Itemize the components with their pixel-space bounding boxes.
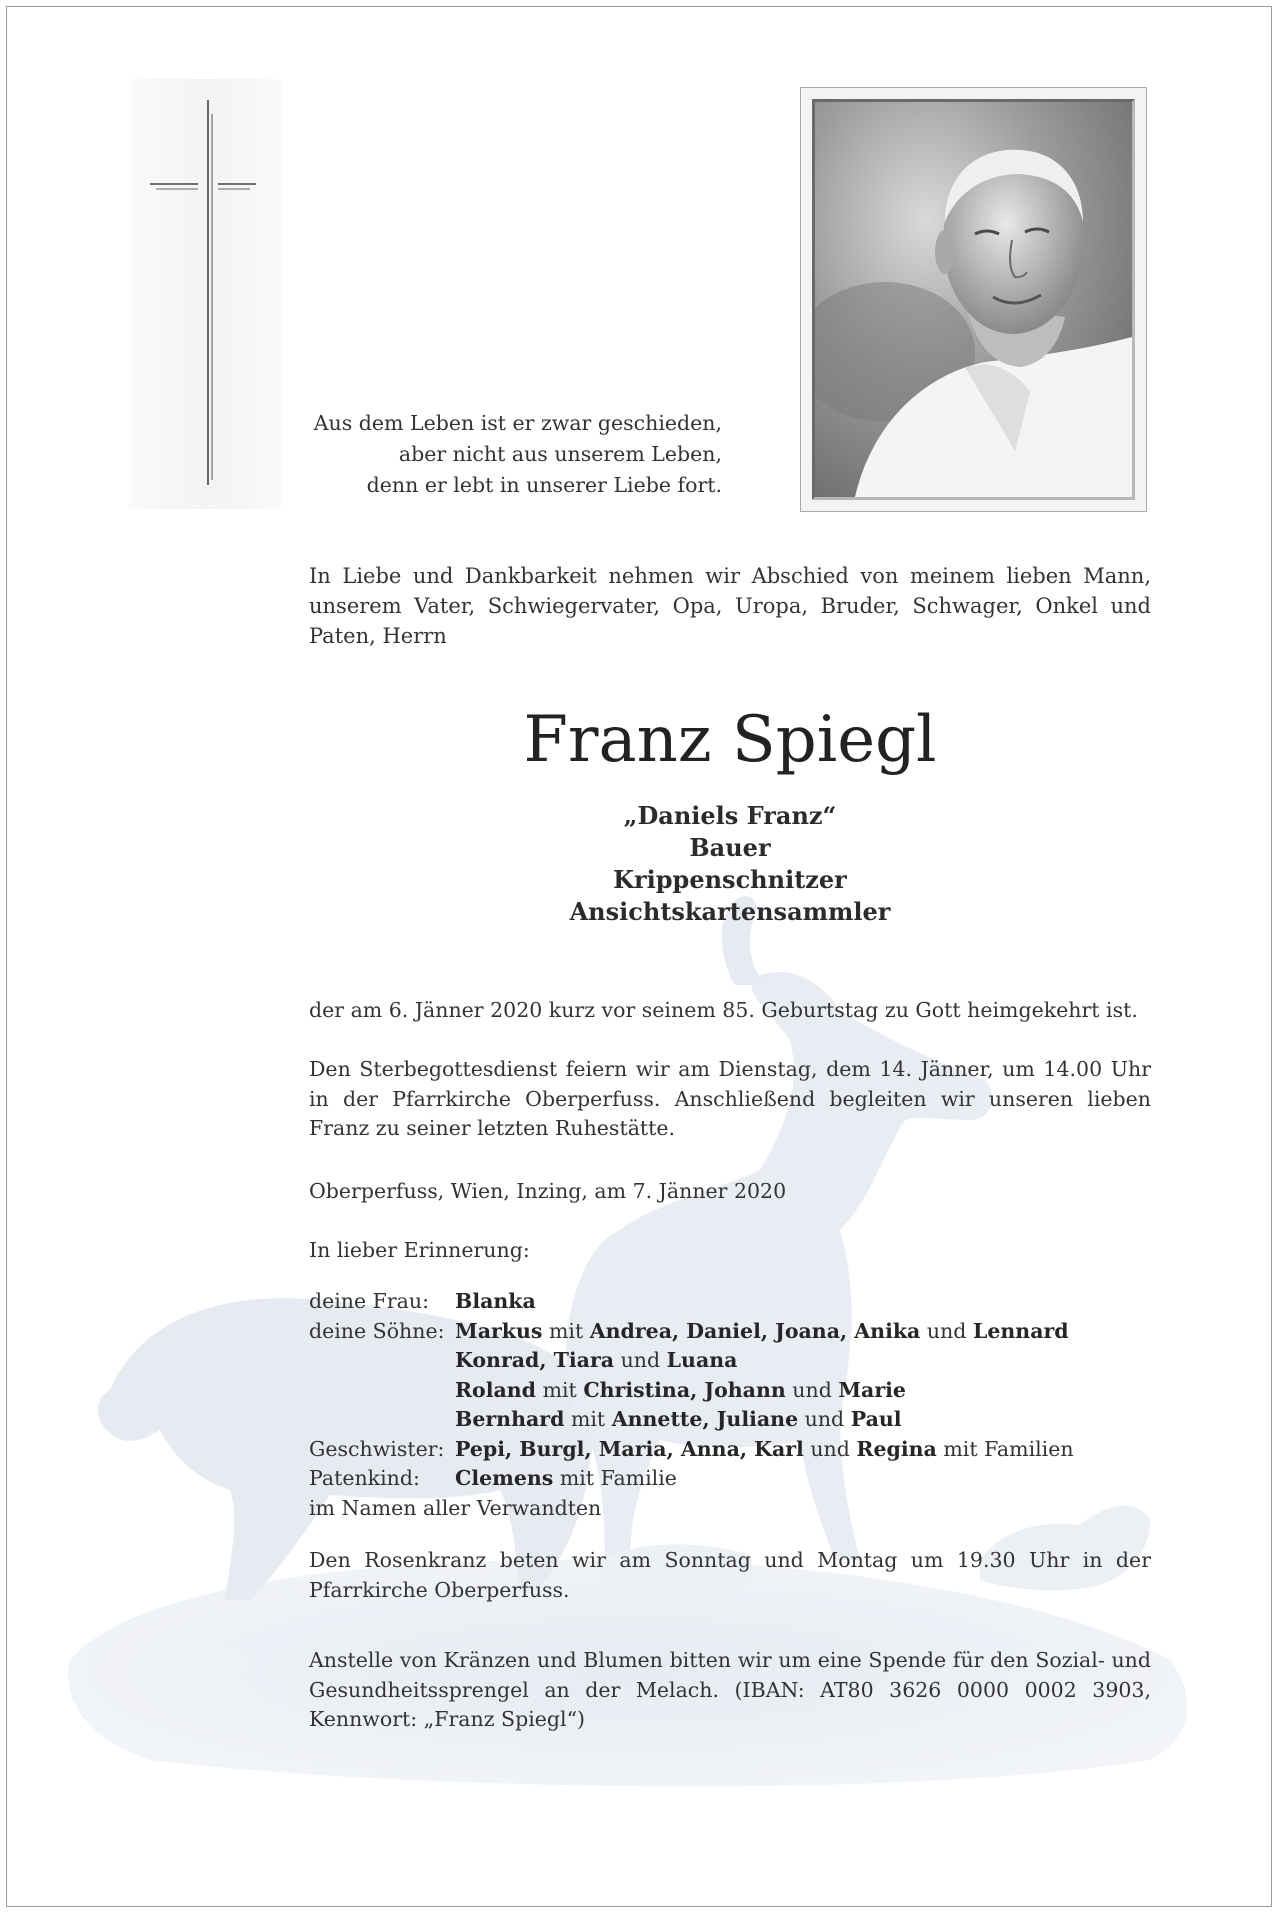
nickname: „Daniels Franz“	[623, 801, 837, 830]
connector-text: mit Familie	[559, 1466, 677, 1490]
relation-label: Geschwister:	[309, 1436, 445, 1461]
donation-text: Anstelle von Kränzen und Blumen bitten wir um eine Spende für den Sozial- und Gesundheitssprengel an der Melach. (IBAN: AT80 3626 0000 0002 3903, Kennwort: „Franz Spiegl“)	[309, 1648, 1151, 1731]
connector-text: und	[620, 1348, 661, 1372]
deceased-name: Franz Spiegl	[523, 703, 937, 777]
memory-heading: In lieber Erinnerung:	[309, 1238, 530, 1262]
connector-text: und	[926, 1318, 967, 1343]
portrait-photo	[812, 99, 1135, 500]
relative-name: Blanka	[455, 1289, 536, 1313]
title-line: Krippenschnitzer	[613, 865, 847, 894]
relative-row	[309, 1435, 1151, 1465]
connector-text: mit	[548, 1318, 584, 1343]
relative-name: Pepi, Burgl, Maria, Anna, Karl	[455, 1436, 804, 1461]
relative-row	[309, 1464, 1151, 1494]
relative-row	[309, 1376, 1151, 1406]
rosary-text: Den Rosenkranz beten wir am Sonntag und Montag um 19.30 Uhr in der Pfarrkirche Oberperfuss.	[309, 1548, 1151, 1602]
relative-name: Luana	[666, 1348, 738, 1372]
title-line: Ansichtskartensammler	[569, 897, 891, 926]
portrait-frame	[800, 87, 1147, 512]
relative-name: Christina, Johann	[583, 1377, 786, 1402]
connector-text: und	[792, 1377, 832, 1402]
deceased-titles	[309, 800, 1151, 928]
relative-name: Markus	[455, 1318, 543, 1343]
relative-name: Clemens	[455, 1466, 554, 1490]
relative-name: Andrea, Daniel, Joana, Anika	[589, 1318, 921, 1343]
relative-name: Annette, Juliane	[611, 1407, 799, 1431]
service-text: Den Sterbegottesdienst feiern wir am Dienstag, dem 14. Jänner, um 14.00 Uhr in der Pfarrkirche Oberperfuss. Anschließend begleiten wir unseren lieben Franz zu seiner letzten Ruhestätte.	[309, 1057, 1151, 1140]
relative-row	[309, 1346, 1151, 1376]
relatives-list	[309, 1287, 1151, 1523]
connector-text: und	[804, 1407, 845, 1431]
relation-label: deine Frau:	[309, 1289, 430, 1313]
connector-text: und	[810, 1436, 850, 1461]
relation-label: Patenkind:	[309, 1466, 420, 1490]
title-line: Bauer	[689, 833, 771, 862]
relative-name: Marie	[838, 1377, 906, 1402]
relative-row	[309, 1405, 1151, 1435]
connector-text: mit	[570, 1407, 606, 1431]
closing-line: im Namen aller Verwandten	[309, 1495, 602, 1520]
relative-name: Bernhard	[455, 1407, 565, 1431]
relative-name: Paul	[850, 1407, 902, 1431]
passing-text: der am 6. Jänner 2020 kurz vor seinem 85. Geburtstag zu Gott heimgekehrt ist.	[309, 998, 1138, 1022]
relative-name: Konrad, Tiara	[455, 1348, 615, 1372]
place-date: Oberperfuss, Wien, Inzing, am 7. Jänner 2020	[309, 1179, 787, 1203]
connector-text: mit Familien	[943, 1436, 1074, 1461]
relative-row	[309, 1494, 1151, 1524]
intro-text: In Liebe und Dankbarkeit nehmen wir Abschied von meinem lieben Mann, unserem Vater, Schwiegervater, Opa, Uropa, Bruder, Schwager, Onkel und Paten, Herrn	[309, 564, 1151, 648]
motto-line: Aus dem Leben ist er zwar geschieden,	[313, 411, 722, 435]
relative-row	[309, 1317, 1151, 1347]
relative-name: Lennard	[972, 1318, 1069, 1343]
relative-name: Roland	[455, 1377, 537, 1402]
relative-name: Regina	[856, 1436, 937, 1461]
cross-icon	[148, 100, 258, 485]
motto-verse	[300, 408, 722, 501]
relative-row	[309, 1287, 1151, 1317]
motto-line: aber nicht aus unserem Leben,	[398, 442, 722, 466]
motto-line: denn er lebt in unserer Liebe fort.	[366, 473, 722, 497]
relation-label: deine Söhne:	[309, 1318, 445, 1343]
connector-text: mit	[542, 1377, 577, 1402]
